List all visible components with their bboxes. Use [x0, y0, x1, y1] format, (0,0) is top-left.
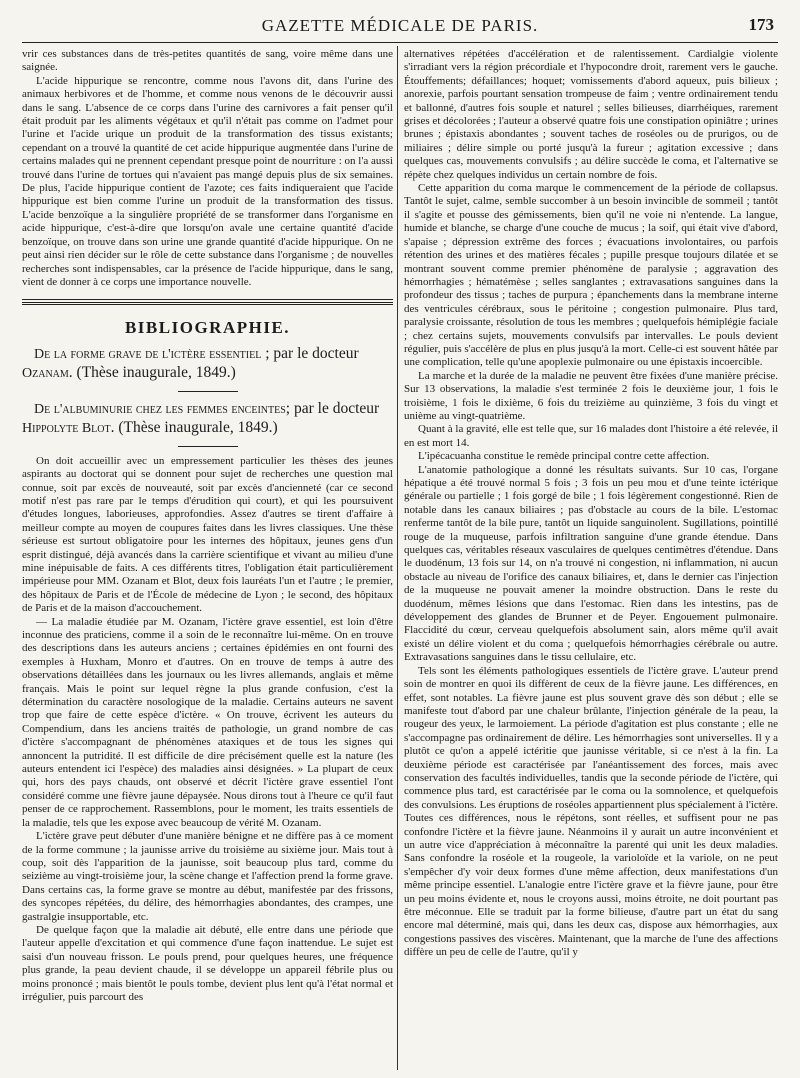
- bibliography-entry-blot: [22, 400, 393, 438]
- paragraph: L'ictère grave peut débuter d'une manière bénigne et ne diffère pas à ce moment de la forme commune ; la jaunisse arrive du troisième au sixième jour. Mais tout à coup, soit dès l'apparition de la jaunisse, soit beaucoup plus tard, comme du seizième au vingt-troisième jour, la scène change et l'affection prend la forme grave. Dans certains cas, la forme grave se montre au début, manifestée par des frissons, des syncopes répétées, du délire, des hémorrhagies abondantes, des crampes, une gastralgie insupportable, etc.: [22, 830, 393, 923]
- page-number: 173: [748, 15, 774, 34]
- paragraph: La marche et la durée de la maladie ne peuvent être fixées d'une manière précise. Sur 13 observations, la maladie s'est terminée 2 fois le deuxième jour, 1 fois le troisième, 1 fois le dixième, 6 fois du treizième au quinzième, 3 fois du vingt et unième au vingt-quatrième.: [404, 369, 778, 422]
- journal-title: GAZETTE MÉDICALE DE PARIS.: [261, 16, 539, 35]
- paragraph: L'ipécacuanha constitue le remède principal contre cette affection.: [418, 450, 710, 463]
- paragraph: vrir ces substances dans de très-petites quantités de sang, voire même dans une saignée.: [22, 48, 393, 74]
- entry-lead: De l'albuminurie chez les femmes enceintes: [34, 401, 286, 417]
- paragraph: On doit accueillir avec un empressement particulier les thèses des jeunes aspirants au doctorat qui se donnent pour sujet de recherches une question mal connue, soit par excès de nouveauté, soit par excès d'ancienneté (car ce second motif n'est pas rare par le temps d'érudition qui court), et qui les poursuivent d'études longues, laborieuses, approfondies. Assez d'autres se tirent d'affaire à meilleur compte au moyen de coupures faites dans les livres classiques. Une thèse sérieuse est surtout obligatoire pour les internes des hôpitaux, jeunes gens d'un esprit distingué, déjà avancés dans la carrière scientifique et vivant au milieu d'une mine inépuisable de faits. A ces différents titres, l'obligation était particulièrement impérieuse pour MM. Ozanam et Blot, deux fois lauréats l'un et l'autre ; le premier, des hôpitaux de Paris et de l'École de médecine de Lyon ; le second, des hôpitaux de Paris et de la maison d'accouchement.: [22, 454, 393, 615]
- entry-sep: ; par le docteur: [285, 399, 380, 417]
- entry-tail: . (Thèse inaugurale, 1849.): [110, 418, 278, 436]
- entry-divider: [178, 391, 238, 392]
- paragraph: L'anatomie pathologique a donné les résultats suivants. Sur 10 cas, l'organe hépatique a été trouvé normal 5 fois ; 3 fois un peu mou et d'une teinte ictérique générale ou partielle ; 1 fois gorgé de bile ; 1 fois légèrement congestionné. Rien de notable dans les canaux biliaires ; pas d'obstacle au cours de la bile. L'estomac renferme tantôt de la bile pure, tantôt un liquide sanguinolent. Sugillations, pointillé rouge de la muqueuse, parfois infiltration sanguine d'une grande étendue. Dans quelques cas, véritables réseaux vasculaires de quelques centimètres d'étendue. Dans le duodénum, 13 fois sur 14, on n'a trouvé ni congestion, ni inflammation, ni aucun obstacle au niveau de l'orifice des canaux biliaires, et, dans le dernier cas l'injection de la muqueuse ne pouvait amener la moindre obstruction. Dans le reste du duodénum, mêmes lésions que dans l'estomac. Rien dans les intestins, pas de développement des glandes de Brunner et de Peyer. Engouement pulmonaire. Flaccidité du cœur, cerveau quelquefois absolument sain, alors même qu'il avait existé un délire violent et du coma ; quelquefois hémorrhagies cérébrale ou autre. Extravasations sanguines dans le tissu cellulaire, etc.: [404, 463, 778, 664]
- paragraph: alternatives répétées d'accélération et de ralentissement. Cardialgie violente s'irradiant vers la région précordiale et l'hypocondre droit, rarement vers le gauche. Étouffements; défaillances; hoquet; vomissements d'abord aqueux, puis bilieux ; anorexie, parfois pourtant sensation trompeuse de faim ; ventre ordinairement tendu et ballonné, d'autres fois souple et naturel ; selles bilieuses, diarrhéiques, rarement grises et décolorées ; l'auteur a observé quatre fois une constipation opiniâtre ; urines brunes ; épistaxis abondantes ; souvent taches de roséoles ou de prurigos, ou de miliaires ; délire simple ou porté jusqu'à la fureur ; agitation excessive ; dans quelques cas, mouvements convulsifs ; au délire succède le coma, et l'alternative se répète chez quelques individus un certain nombre de fois.: [404, 48, 778, 181]
- paragraph: Cette apparition du coma marque le commencement de la période de collapsus. Tantôt le sujet, calme, semble succomber à un besoin invincible de sommeil ; tantôt il s'agite et pousse des gémissements, bien qu'il ne voie ni n'entende. La langue, humide et blanche, se charge d'une couche de mucus ; la soif, qui était vive d'abord, s'apaise ; dépression extrême des forces ; évacuations involontaires, ou parfois rétention des urines et des matières fécales ; pupille presque toujours dilatée et se montrant souvent comme premier phénomène de paralysie ; aggravation des hémorrhagies ; hématémèse ; selles sanglantes ; extravasations sanguines dans la profondeur des tissus ; taches de purpura ; épanchements dans la membrane interne des ventricules cérébraux, sous le péritoine ; congestion pulmonaire. Plus tard, paralysie croissante, résolution de tous les membres ; quelquefois hémiplégie faciale ; chez certains sujets, mouvements convulsifs par intervalles. Le pouls devient régulier, puis s'accélère de plus en plus jusqu'à la mort. Celle-ci est souvent hâtée par une complication, telle qu'une apoplexie pulmonaire ou une épistaxis incoercible.: [404, 182, 778, 369]
- page-header: [22, 14, 778, 40]
- column-divider: [397, 46, 398, 1070]
- entry-author: Hippolyte Blot: [22, 420, 111, 436]
- entry-sep: ; par le docteur: [261, 344, 359, 362]
- right-column: [404, 48, 778, 1070]
- paragraph: De quelque façon que la maladie ait débuté, elle entre dans une période que l'auteur appelle d'excitation et qui commence d'une façon inattendue. Le sujet est saisi d'un nouveau frisson. Le pouls prend, pour quelques heures, une fréquence plus grande, la peau devient chaude, il se développe un appareil fébrile plus ou moins prononcé ; mais bientôt le pouls tombe, devient plus lent qu'à l'état normal et irrégulier, puis parcourt des: [22, 923, 393, 1003]
- entry-tail: . (Thèse inaugurale, 1849.): [68, 363, 236, 381]
- paragraph: — La maladie étudiée par M. Ozanam, l'ictère grave essentiel, est loin d'être inconnue des praticiens, comme il a soin de le reconnaître lui-même. On en trouve des descriptions dans les auteurs anciens ; certaines épidémies en ont fourni des exemples à Huxham, Monro et d'autres. On en trouve de temps à autre des observations détaillées dans les journaux ou les livres allemands, anglais et même français. Mais le point sur lequel règne la plus grande confusion, c'est la détermination du caractère nosologique de la maladie. Certains auteurs ne savent trop que faire de cette espèce d'ictère. « On trouve, écrivent les auteurs du Compendium, dans les anciens traités de pathologie, un grand nombre de cas d'ictère s'accompagnant de phénomènes ataxiques et de tous les signes qui annoncent la putridité. Il est difficile de dire précisément quelle est la nature (les auteurs entendent ici l'espèce) des maladies ainsi désignées. » La plupart de ceux qui, hors des pays chauds, ont observé et décrit l'ictère grave essentiel l'ont considéré comme une fièvre jaune dépaysée. Nous dirons tout à l'heure ce qu'il faut penser de ce rapprochement. Rassemblons, pour le moment, les traits essentiels de la maladie, tels que les expose avec beaucoup de vérité M. Ozanam.: [22, 615, 393, 829]
- paragraph: L'acide hippurique se rencontre, comme nous l'avons dit, dans l'urine des animaux herbivores et de l'homme, et comme nous venons de le découvrir aussi dans le sang. L'absence de ce corps dans l'urine des carnivores a fait penser qu'il était produit par les aliments végétaux et qu'il n'était pas comme on l'admet pour l'urine et l'acide urique un produit de la transformation des tissus existants; cependant on a trouvé la quantité de cet acide hippurique augmentée dans l'urine de certains malades qui ne prennent cependant presque point de nourriture : on l'a aussi trouvé dans l'urine de tortues qui n'avaient pas mangé depuis plus de six semaines. De plus, l'acide hippurique contient de l'azote; ces faits indiqueraient que l'acide hippurique est bien comme l'urine un produit de la transformation des tissus. L'acide benzoïque a la singulière propriété de se transformer dans l'organisme en acide hippurique, c'est-à-dire que lorsqu'on avale une certaine quantité d'acide benzoïque, on trouve dans son urine une grande quantité d'acide hippurique. On ne peut ainsi rien décider sur le rôle de cette substance dans l'organisme ; de nouvelles recherches sont indispensables, car la présence de l'acide hippurique, dans le sang, vient de donner à ce corps une importance nouvelle.: [22, 74, 393, 288]
- section-title: BIBLIOGRAPHIE.: [124, 318, 291, 338]
- section-double-rule: [22, 302, 393, 307]
- paragraph: Quant à la gravité, elle est telle que, sur 16 malades dont l'histoire a été relevée, il en est mort 14.: [404, 423, 778, 449]
- left-column: [22, 48, 393, 1070]
- entry-lead: De la forme grave de l'ictère essentiel: [34, 346, 262, 362]
- bibliography-entry-ozanam: [22, 345, 393, 383]
- paragraph: Tels sont les éléments pathologiques essentiels de l'ictère grave. L'auteur prend soin de montrer en quoi ils diffèrent de ceux de la fièvre jaune. Les différences, en effet, sont notables. La fièvre jaune est plus souvent grave dès son début ; elle se manifeste tout d'abord par une chaleur brûlante, l'injection générale de la peau, la rougeur des yeux, le larmoiement. La période d'agitation est plus constante ; elle ne s'accompagne pas ordinairement de délire. Les hémorrhagies sont universelles. Il y a plutôt ce qu'on a appelé ictéritie que jaunisse véritable, si ce n'est à la fin. La deuxième période est caractérisée par l'anéantissement des forces, mais avec conservation des facultés individuelles, tandis que la seconde période de l'ictère, qui commence plus tard, est caractérisée par le coma ou la somnolence, et quelquefois des convulsions. Les éruptions de roséoles appartiennent plus spécialement à l'ictère. Toutes ces différences, nous le répétons, sont réelles, et suffisent pour ne pas confondre l'ictère et la fièvre jaune. Néanmoins il y aurait un autre inconvénient et un autre vice d'appréciation à méconnaître la parenté qui unit les deux maladies. Sans confondre la roséole et la rougeole, la varioloïde et la variole, on ne peut s'empêcher d'y voir deux formes d'une même affection, deux manifestations d'un même principe essentiel. L'analogie entre l'ictère grave et la fièvre jaune, pour être un peu moins évidente et, nous le croyons aussi, moins étroite, ne doit pourtant pas être méconnue. Elle se traduit par la forme bilieuse, d'autre part un état du sang encore mal déterminé, mais qui, dans les deux cas, dispose aux hémorrhagies, aux congestions passives des viscères. Maintenant, que la marche de l'une des affections diffère un peu de celle de l'autre, qu'il y: [404, 664, 778, 959]
- section-rule: [22, 299, 393, 300]
- entry-divider: [178, 446, 238, 447]
- header-rule: [22, 42, 778, 43]
- entry-author: Ozanam: [22, 365, 69, 381]
